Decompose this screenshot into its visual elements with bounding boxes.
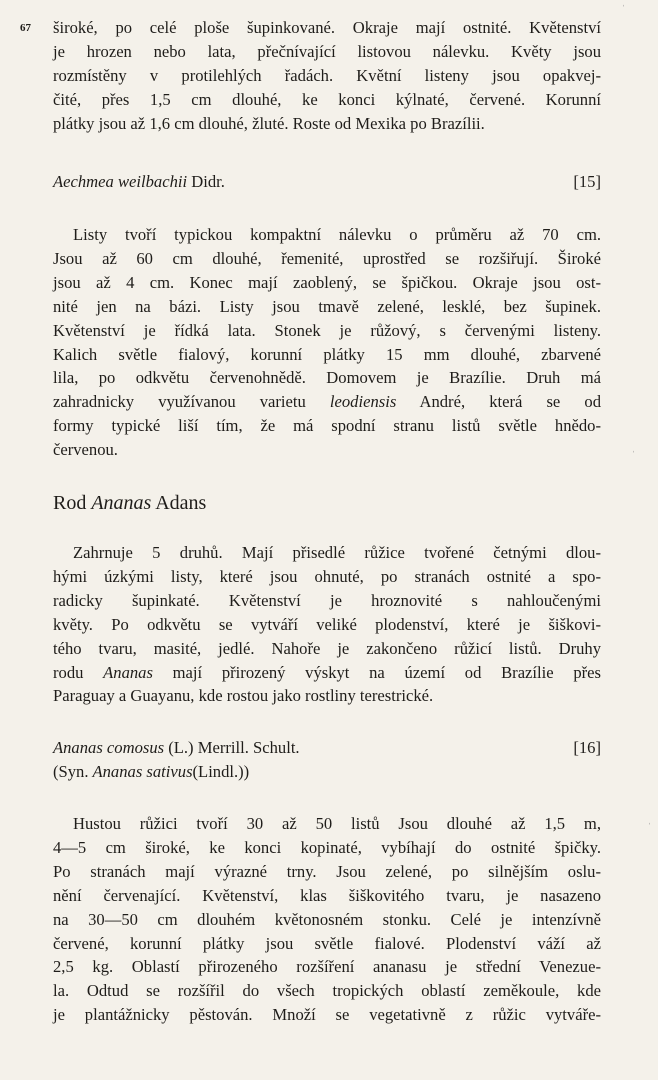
text-line: Hustou růžici tvoří 30 až 50 listů Jsou dlouhé až 1,5 m, bbox=[73, 814, 601, 833]
page-number: 67 bbox=[20, 22, 31, 34]
paragraph-2 bbox=[53, 223, 601, 462]
scan-mark: ˈ bbox=[632, 450, 636, 461]
text-line: čité, přes 1,5 cm dlouhé, ke konci kýlnaté, červené. Korunní bbox=[53, 89, 601, 109]
synonym-author: (Lindl.)) bbox=[192, 762, 250, 781]
synonym-prefix: (Syn. bbox=[53, 762, 89, 781]
genus-name: Ananas bbox=[91, 492, 152, 514]
text-line: jsou až 4 cm. Konec mají zaoblený, se špičkou. Okraje jsou ost- bbox=[53, 272, 601, 292]
species-heading-15 bbox=[53, 172, 601, 192]
paragraph-3 bbox=[53, 541, 601, 708]
text-line: je plantážnicky pěstován. Množí se vegetativně z růžic vytváře- bbox=[53, 1005, 601, 1025]
species-author: (L.) Merrill. Schult. bbox=[164, 738, 300, 757]
text-line: radicky šupinkaté. Květenství je hroznovité s nahloučenými bbox=[53, 590, 601, 610]
text-line: Zahrnuje 5 druhů. Mají přisedlé růžice tvořené četnými dlou- bbox=[73, 543, 601, 562]
text-line: červené, korunní plátky jsou světle fialové. Plodenství váží až bbox=[53, 933, 601, 953]
species-name: Aechmea weilbachii bbox=[53, 172, 188, 191]
text-line: formy typické liší tím, že má spodní stranu listů světle hnědo- bbox=[53, 416, 601, 436]
text-line: Po stranách mají výrazné trny. Jsou zelené, po silnějším oslu- bbox=[53, 861, 601, 881]
species-author: Didr. bbox=[187, 172, 225, 191]
species-heading-16 bbox=[53, 738, 601, 758]
paragraph-1 bbox=[53, 16, 601, 136]
synonym-name: Ananas sativus bbox=[92, 762, 193, 781]
species-number: [15] bbox=[573, 172, 601, 191]
text-line: hými úzkými listy, které jsou ohnuté, po stranách ostnité a spo- bbox=[53, 566, 601, 586]
text-line: 4—5 cm široké, ke konci kopinaté, vybíhají do ostnité špičky. bbox=[53, 837, 601, 857]
text-line: je hrozen nebo lata, přečnívající listovou nálevku. Květy jsou bbox=[53, 41, 601, 61]
genus-heading bbox=[53, 492, 206, 515]
text-line: široké, po celé ploše šupinkované. Okraje mají ostnité. Květenství bbox=[53, 18, 601, 37]
genus-name-inline: Ananas bbox=[103, 662, 153, 682]
synonym-line bbox=[53, 762, 601, 782]
text-line: plátky jsou až 1,6 cm dlouhé, žluté. Roste od Mexika po Brazílii. bbox=[53, 113, 485, 133]
text-line: nité jen na bázi. Listy jsou tmavě zelené, lesklé, bez šupinek. bbox=[53, 296, 601, 316]
text-line: nění červenající. Květenství, klas šiškovitého tvaru, je nasazeno bbox=[53, 885, 601, 905]
species-name: Ananas comosus bbox=[53, 738, 165, 757]
text-segment: zahradnicky využívanou varietu bbox=[53, 392, 330, 412]
text-line: Listy tvoří typickou kompaktní nálevku o průměru až 70 cm. bbox=[73, 225, 601, 244]
text-line: Květenství je řídká lata. Stonek je růžový, s červenými listeny. bbox=[53, 320, 601, 340]
text-segment: mají přirozený výskyt na území od Brazílie přes bbox=[152, 662, 601, 682]
scan-mark: ˈ bbox=[648, 822, 652, 833]
paragraph-4 bbox=[53, 812, 601, 1027]
text-line: rozmístěny v protilehlých řadách. Květní listeny jsou opakvej- bbox=[53, 65, 601, 85]
species-number: [16] bbox=[573, 738, 601, 757]
genus-author: Adans bbox=[151, 492, 207, 514]
text-line bbox=[53, 390, 601, 414]
text-line: červenou. bbox=[53, 440, 118, 460]
text-segment: rodu bbox=[53, 662, 104, 682]
text-line: Jsou až 60 cm dlouhé, řemenité, uprostřed se rozšiřují. Široké bbox=[53, 248, 601, 268]
text-segment: André, která se od bbox=[396, 392, 602, 412]
variety-name: leodiensis bbox=[329, 392, 397, 412]
genus-prefix: Rod bbox=[53, 492, 92, 514]
text-line: la. Odtud se rozšířil do všech tropických oblastí zeměkoule, kde bbox=[53, 981, 601, 1001]
text-line: lila, po odkvětu červenohnědě. Domovem je Brazílie. Druh má bbox=[53, 368, 601, 388]
text-line: 2,5 kg. Oblastí přirozeného rozšíření ananasu je střední Venezue- bbox=[53, 957, 601, 977]
text-line: tého tvaru, masité, jedlé. Nahoře je zakončeno růžicí listů. Druhy bbox=[53, 638, 601, 658]
text-line: Kalich světle fialový, korunní plátky 15 mm dlouhé, zbarvené bbox=[53, 344, 601, 364]
text-line: květy. Po odkvětu se vytváří veliké plodenství, které je šiškovi- bbox=[53, 614, 601, 634]
text-line bbox=[53, 661, 601, 685]
scan-mark: ˈ bbox=[622, 4, 626, 15]
text-line: na 30—50 cm dlouhém květonosném stonku. Celé je intenzívně bbox=[53, 909, 601, 929]
text-line: Paraguay a Guayanu, kde rostou jako rostliny terestrické. bbox=[53, 686, 434, 706]
